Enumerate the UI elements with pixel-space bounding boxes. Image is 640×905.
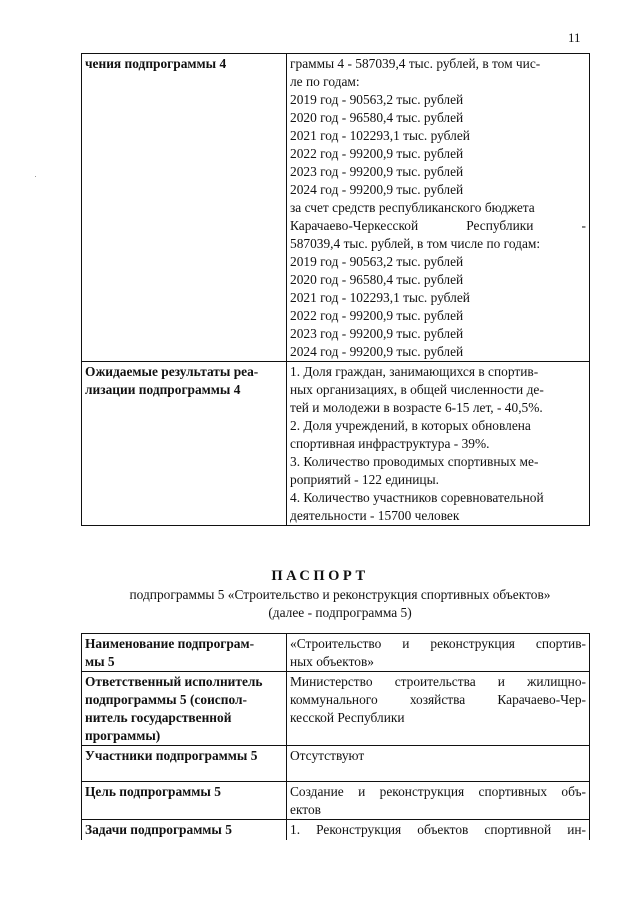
- result-line: ных организациях, в общей численности де-: [290, 382, 544, 397]
- funding-line: 2019 год - 90563,2 тыс. рублей: [290, 254, 464, 269]
- executor-value: Министерство строительства и жилищно-: [290, 674, 586, 689]
- expected-results-value-cell: [287, 362, 590, 526]
- funding-line: 587039,4 тыс. рублей, в том числе по годам:: [290, 236, 541, 251]
- executor-value: кесской Республики: [290, 710, 405, 725]
- funding-line: 2023 год - 99200,9 тыс. рублей: [290, 164, 464, 179]
- passport-subtitle-line: (далее - подпрограмма 5): [268, 605, 412, 620]
- funding-line: 2024 год - 99200,9 тыс. рублей: [290, 182, 464, 197]
- expected-results-label: Ожидаемые результаты реа-: [85, 364, 259, 379]
- margin-mark: [35, 176, 36, 177]
- tasks-label: Задачи подпрограммы 5: [85, 822, 232, 837]
- participants-label-cell: [82, 746, 287, 782]
- tasks-value-cell: [287, 820, 590, 840]
- result-line: 4. Количество участников соревновательной: [290, 490, 544, 505]
- subprogram-name-value: «Строительство и реконструкция спортив-: [290, 636, 586, 651]
- funding-value-cell: [287, 54, 590, 362]
- executor-label: Ответственный исполнитель: [85, 674, 263, 689]
- executor-label: нитель государственной: [85, 710, 232, 725]
- funding-results-table: [81, 53, 590, 526]
- executor-value: коммунального хозяйства Карачаево-Чер-: [290, 692, 586, 707]
- result-line: 3. Количество проводимых спортивных ме-: [290, 454, 539, 469]
- funding-line: граммы 4 - 587039,4 тыс. рублей, в том чис-: [290, 56, 541, 71]
- goal-value: ектов: [290, 802, 321, 817]
- subprogram-name-label: мы 5: [85, 654, 115, 669]
- result-line: тей и молодежи в возрасте 6-15 лет, - 40,5%.: [290, 400, 543, 415]
- expected-results-label-cell: [82, 362, 287, 526]
- funding-line: 2021 год - 102293,1 тыс. рублей: [290, 290, 470, 305]
- result-line: спортивная инфраструктура - 39%.: [290, 436, 490, 451]
- funding-line: 2023 год - 99200,9 тыс. рублей: [290, 326, 464, 341]
- result-line: 1. Доля граждан, занимающихся в спортив-: [290, 364, 539, 379]
- result-line: деятельности - 15700 человек: [290, 508, 460, 523]
- expected-results-label: лизации подпрограммы 4: [85, 382, 241, 397]
- funding-label: чения подпрограммы 4: [85, 56, 227, 71]
- table-row: [82, 820, 590, 840]
- result-line: 2. Доля учреждений, в которых обновлена: [290, 418, 531, 433]
- tasks-label-cell: [82, 820, 287, 840]
- funding-line: 2021 год - 102293,1 тыс. рублей: [290, 128, 470, 143]
- funding-line: 2020 год - 96580,4 тыс. рублей: [290, 110, 464, 125]
- passport-table: [81, 633, 590, 840]
- funding-line: 2019 год - 90563,2 тыс. рублей: [290, 92, 464, 107]
- goal-label-cell: [82, 782, 287, 820]
- table-row: [82, 746, 590, 782]
- funding-line: за счет средств республиканского бюджета: [290, 200, 535, 215]
- participants-value: Отсутствуют: [290, 748, 365, 763]
- passport-title: ПАСПОРТ: [271, 568, 369, 584]
- passport-subtitle-line: подпрограммы 5 «Строительство и реконструкция спортивных объектов»: [129, 587, 551, 602]
- goal-value: Создание и реконструкция спортивных объ-: [290, 784, 586, 799]
- table-row: [82, 634, 590, 672]
- goal-value-cell: [287, 782, 590, 820]
- subprogram-name-value-cell: [287, 634, 590, 672]
- page-number: 11: [568, 30, 581, 45]
- participants-label: Участники подпрограммы 5: [85, 748, 258, 763]
- subprogram-name-value: ных объектов»: [290, 654, 374, 669]
- subprogram-name-label: Наименование подпрограм-: [85, 636, 255, 651]
- subprogram-name-label-cell: [82, 634, 287, 672]
- executor-label-cell: [82, 672, 287, 746]
- result-line: роприятий - 122 единицы.: [290, 472, 439, 487]
- funding-line: ле по годам:: [290, 74, 360, 89]
- table-row: [82, 362, 590, 526]
- participants-value-cell: [287, 746, 590, 782]
- funding-line: 2022 год - 99200,9 тыс. рублей: [290, 308, 464, 323]
- funding-line: 2020 год - 96580,4 тыс. рублей: [290, 272, 464, 287]
- table-row: [82, 672, 590, 746]
- goal-label: Цель подпрограммы 5: [85, 784, 221, 799]
- tasks-value: 1. Реконструкция объектов спортивной ин-: [290, 822, 586, 837]
- funding-label-cell: [82, 54, 287, 362]
- executor-value-cell: [287, 672, 590, 746]
- passport-subtitle: [60, 586, 620, 622]
- funding-line: 2024 год - 99200,9 тыс. рублей: [290, 344, 464, 359]
- executor-label: программы): [85, 728, 161, 743]
- table-row: [82, 54, 590, 362]
- executor-label: подпрограммы 5 (соиспол-: [85, 692, 247, 707]
- funding-line: 2022 год - 99200,9 тыс. рублей: [290, 146, 464, 161]
- funding-line: Карачаево-Черкесской Республики -: [290, 218, 586, 233]
- table-row: [82, 782, 590, 820]
